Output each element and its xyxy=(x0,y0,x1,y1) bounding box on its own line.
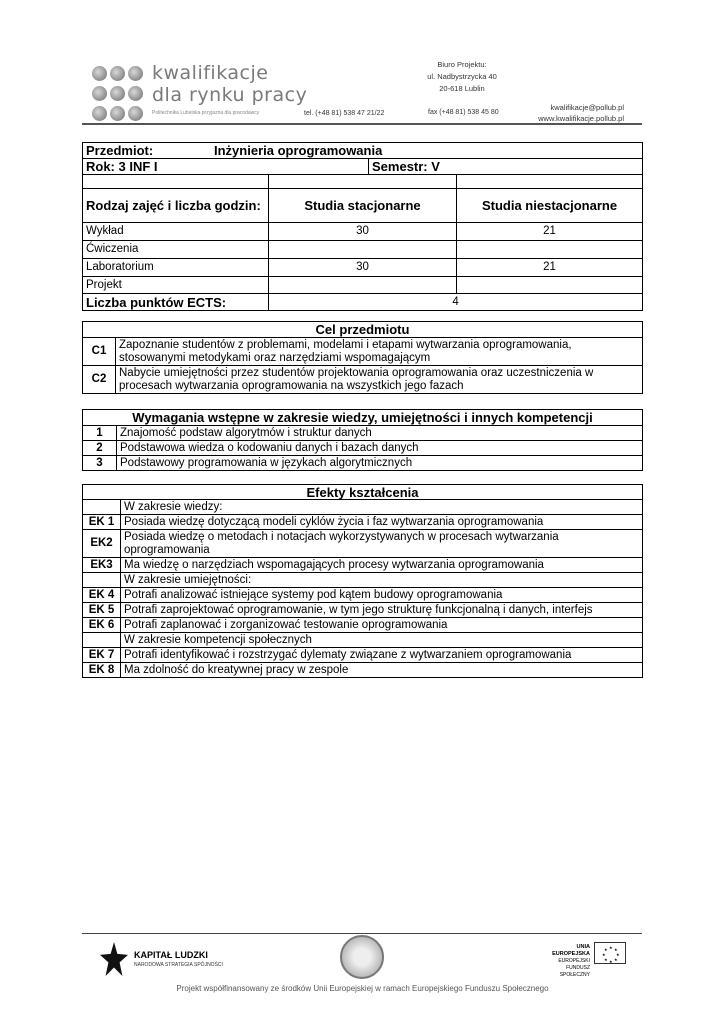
office-address xyxy=(412,59,512,95)
phone-number: tel. (+48 81) 538 47 21/22 xyxy=(304,110,385,117)
table-row xyxy=(83,366,643,394)
empty-cell xyxy=(83,500,121,515)
outcome-text: Potrafi zaplanować i zorganizować testowanie oprogramowania xyxy=(121,618,643,633)
outcome-code: EK 5 xyxy=(83,603,121,618)
project-logo-icon xyxy=(88,64,148,124)
outcomes-title: Efekty kształcenia xyxy=(83,485,643,500)
logo-subtitle: Politechnika Lubelska przyjazna dla pracodawcy xyxy=(152,110,260,116)
logo-text-secondary: dla rynku pracy xyxy=(152,84,308,106)
eu-line-1: UNIA EUROPEJSKA xyxy=(552,944,590,957)
subject-label: Przedmiot: xyxy=(86,143,154,158)
table-row xyxy=(83,456,643,471)
course-info-table xyxy=(82,142,643,311)
goal-text: Zapoznanie studentów z problemami, modelami i etapami wytwarzania oprogramowania, stosowanymi metodykami oraz narzędziami wspomagającym xyxy=(116,338,643,366)
outcome-code: EK3 xyxy=(83,558,121,573)
eu-label xyxy=(538,944,590,979)
section-knowledge: W zakresie wiedzy: xyxy=(121,500,643,515)
requirements-table xyxy=(82,409,643,471)
table-row xyxy=(83,259,643,277)
table-row xyxy=(83,277,643,294)
outcome-code: EK 4 xyxy=(83,588,121,603)
eu-flag-icon: ★ ★ ★ ★ ★ ★ ★ ★ xyxy=(594,942,626,964)
class-type: Wykład xyxy=(83,223,269,241)
table-row xyxy=(83,663,643,678)
university-seal-icon xyxy=(340,935,384,979)
section-skills: W zakresie umiejętności: xyxy=(121,573,643,588)
outcome-code: EK 6 xyxy=(83,618,121,633)
col-nonstationary: Studia niestacjonarne xyxy=(457,189,643,223)
table-row xyxy=(83,338,643,366)
table-row xyxy=(83,515,643,530)
class-type: Projekt xyxy=(83,277,269,294)
kl-title: KAPITAŁ LUDZKI xyxy=(134,950,208,960)
goals-title: Cel przedmiotu xyxy=(83,322,643,338)
requirement-number: 2 xyxy=(83,441,117,456)
subject-row xyxy=(83,143,643,159)
hours-nonstationary: 21 xyxy=(457,259,643,277)
outcome-code: EK 8 xyxy=(83,663,121,678)
requirement-text: Podstawowa wiedza o kodowaniu danych i bazach danych xyxy=(117,441,643,456)
website-link[interactable]: www.kwalifikacje.pollub.pl xyxy=(538,114,624,123)
goals-table xyxy=(82,321,643,394)
hours-nonstationary xyxy=(457,241,643,259)
footer-divider xyxy=(82,933,642,934)
page-header xyxy=(82,54,642,126)
subject-value: Inżynieria oprogramowania xyxy=(214,143,383,158)
empty-cell xyxy=(457,175,643,189)
table-row xyxy=(83,603,643,618)
outcome-text: Potrafi zaprojektować oprogramowanie, w tym jego strukturę funkcjonalną i danych, interfejs xyxy=(121,603,643,618)
empty-cell xyxy=(83,175,269,189)
outcome-text: Potrafi identyfikować i rozstrzygać dylematy związane z wytwarzaniem oprogramowania xyxy=(121,648,643,663)
table-row xyxy=(83,441,643,456)
goal-text: Nabycie umiejętności przez studentów projektowania oprogramowania oraz uczestniczenia w procesach wytwarzania oprogramowania na wszystkich jego fazach xyxy=(116,366,643,394)
table-row xyxy=(83,588,643,603)
section-social: W zakresie kompetencji społecznych xyxy=(121,633,643,648)
table-row xyxy=(83,618,643,633)
contact-links xyxy=(538,102,624,124)
empty-cell xyxy=(83,573,121,588)
outcome-code: EK2 xyxy=(83,530,121,558)
outcome-text: Posiada wiedzę o metodach i notacjach wykorzystywanych w procesach wytwarzania oprogramowania xyxy=(121,530,643,558)
col-stationary: Studia stacjonarne xyxy=(269,189,457,223)
table-row xyxy=(83,241,643,259)
requirements-title: Wymagania wstępne w zakresie wiedzy, umiejętności i innych kompetencji xyxy=(83,410,643,426)
logo-text: kwalifikacje xyxy=(152,62,269,84)
requirement-number: 3 xyxy=(83,456,117,471)
kapital-ludzki-logo xyxy=(100,942,230,978)
goal-code: C2 xyxy=(83,366,116,394)
outcome-text: Ma wiedzę o narzędziach wspomagających procesy wytwarzania oprogramowania xyxy=(121,558,643,573)
eu-line-3: FUNDUSZ SPOŁECZNY xyxy=(559,965,590,978)
table-row xyxy=(83,558,643,573)
outcome-text: Potrafi analizować istniejące systemy pod kątem budowy oprogramowania xyxy=(121,588,643,603)
eu-line-2: EUROPEJSKI xyxy=(558,958,590,964)
hours-nonstationary xyxy=(457,277,643,294)
class-type: Laboratorium xyxy=(83,259,269,277)
ects-value: 4 xyxy=(269,294,643,311)
hours-label: Rodzaj zajęć i liczba godzin: xyxy=(83,189,269,223)
year-cell: Rok: 3 INF I xyxy=(83,159,369,175)
table-row xyxy=(83,530,643,558)
outcome-code: EK 7 xyxy=(83,648,121,663)
hours-stationary xyxy=(269,241,457,259)
kl-subtitle: NARODOWA STRATEGIA SPÓJNOŚCI xyxy=(134,962,223,968)
table-row xyxy=(83,426,643,441)
funding-note: Projekt współfinansowany ze środków Unii Europejskiej w ramach Europejskiego Funduszu Społecznego xyxy=(176,984,549,993)
requirement-text: Znajomość podstaw algorytmów i struktur danych xyxy=(117,426,643,441)
goal-code: C1 xyxy=(83,338,116,366)
empty-cell xyxy=(83,633,121,648)
class-type: Ćwiczenia xyxy=(83,241,269,259)
star-icon xyxy=(100,942,128,976)
outcomes-table xyxy=(82,484,643,678)
semester-cell: Semestr: V xyxy=(369,159,643,175)
office-city: 20-618 Lublin xyxy=(439,84,485,93)
requirement-number: 1 xyxy=(83,426,117,441)
hours-nonstationary: 21 xyxy=(457,223,643,241)
hours-stationary xyxy=(269,277,457,294)
requirement-text: Podstawowy programowania w językach algorytmicznych xyxy=(117,456,643,471)
table-row xyxy=(83,648,643,663)
hours-stationary: 30 xyxy=(269,223,457,241)
outcome-text: Posiada wiedzę dotyczącą modeli cyklów życia i faz wytwarzania oprogramowania xyxy=(121,515,643,530)
table-row xyxy=(83,223,643,241)
hours-stationary: 30 xyxy=(269,259,457,277)
office-street: ul. Nadbystrzycka 40 xyxy=(427,72,497,81)
fax-number: fax (+48 81) 538 45 80 xyxy=(428,109,499,116)
outcome-code: EK 1 xyxy=(83,515,121,530)
empty-cell xyxy=(269,175,457,189)
outcome-text: Ma zdolność do kreatywnej pracy w zespole xyxy=(121,663,643,678)
office-title: Biuro Projektu: xyxy=(437,60,487,69)
email-link[interactable]: kwalifikacje@pollub.pl xyxy=(550,103,624,112)
ects-label: Liczba punktów ECTS: xyxy=(83,294,269,311)
header-divider xyxy=(82,123,642,125)
